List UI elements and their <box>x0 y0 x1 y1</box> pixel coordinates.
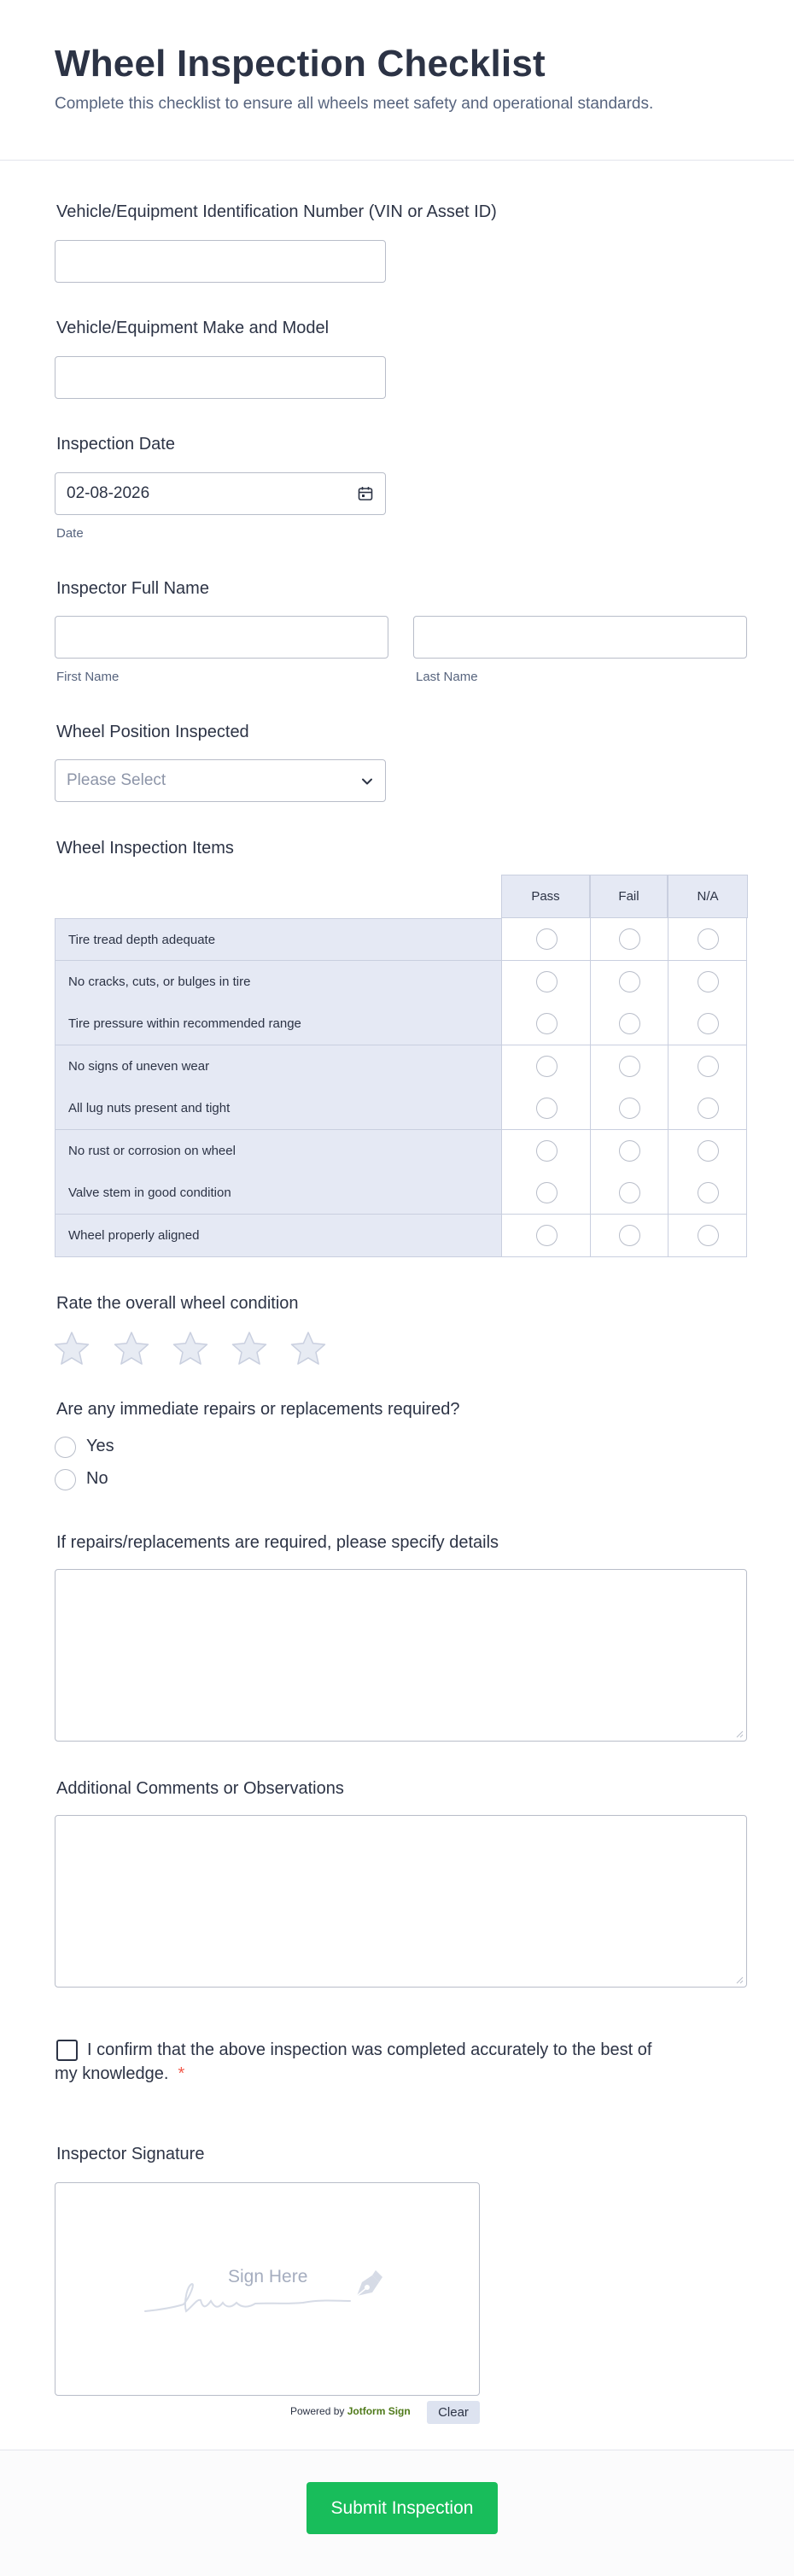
matrix-row-label: Tire pressure within recommended range <box>55 1003 501 1045</box>
matrix-cell <box>668 1003 747 1045</box>
matrix-radio-na[interactable] <box>698 1225 719 1246</box>
matrix-radio-fail[interactable] <box>619 1140 640 1162</box>
matrix-radio-pass[interactable] <box>536 1013 558 1034</box>
pen-nib-icon <box>350 2265 388 2303</box>
resize-handle-icon[interactable] <box>735 1730 744 1738</box>
confirmation-label[interactable]: I confirm that the above inspection was completed accurately to the best of my knowledge. <box>55 2040 652 2083</box>
vin-label: Vehicle/Equipment Identification Number (VIN or Asset ID) <box>56 202 497 221</box>
chevron-down-icon <box>359 774 375 789</box>
signature-pad[interactable] <box>55 2182 480 2396</box>
matrix-cell <box>501 1130 590 1173</box>
make-model-label: Vehicle/Equipment Make and Model <box>56 319 330 337</box>
wheel-position-label: Wheel Position Inspected <box>56 723 249 741</box>
form-header <box>0 0 794 161</box>
repairs-required-label: Are any immediate repairs or replacements required? <box>56 1400 460 1419</box>
matrix-cell <box>590 1087 668 1130</box>
matrix-cell <box>501 1003 590 1045</box>
matrix-column-header: N/A <box>668 875 748 918</box>
wheel-position-select[interactable] <box>55 759 386 802</box>
signature-label: Inspector Signature <box>56 2145 205 2163</box>
matrix-cell <box>590 918 668 961</box>
matrix-cell <box>501 1215 590 1257</box>
matrix-cell <box>590 1003 668 1045</box>
matrix-radio-pass[interactable] <box>536 1098 558 1119</box>
matrix-cell <box>590 961 668 1004</box>
matrix-row-label: No cracks, cuts, or bulges in tire <box>55 961 501 1004</box>
powered-by-brand[interactable]: Jotform Sign <box>347 2405 411 2417</box>
matrix-row-label: Wheel properly aligned <box>55 1215 501 1257</box>
matrix-radio-fail[interactable] <box>619 1098 640 1119</box>
matrix-cell <box>668 961 747 1004</box>
repairs-yes-radio[interactable] <box>55 1437 76 1458</box>
repair-details-textarea[interactable] <box>55 1569 747 1742</box>
matrix-row-label: Tire tread depth adequate <box>55 918 501 961</box>
make-model-input[interactable] <box>55 356 386 399</box>
matrix-radio-na[interactable] <box>698 1013 719 1034</box>
vin-input[interactable] <box>55 240 386 283</box>
matrix-radio-fail[interactable] <box>619 928 640 950</box>
matrix-radio-fail[interactable] <box>619 1225 640 1246</box>
matrix-radio-pass[interactable] <box>536 928 558 950</box>
page-subtitle: Complete this checklist to ensure all wheels meet safety and operational standards. <box>55 95 654 113</box>
matrix-radio-fail[interactable] <box>619 1056 640 1077</box>
matrix-cell <box>668 1045 747 1088</box>
star-icon[interactable] <box>289 1330 327 1367</box>
matrix-cell <box>501 1087 590 1130</box>
inspection-date-label: Inspection Date <box>56 435 175 454</box>
first-name-input[interactable] <box>55 616 388 659</box>
matrix-radio-fail[interactable] <box>619 1182 640 1203</box>
matrix-radio-pass[interactable] <box>536 1140 558 1162</box>
matrix-cell <box>501 1172 590 1215</box>
powered-by-text <box>290 2405 411 2417</box>
last-name-input[interactable] <box>413 616 747 659</box>
matrix-cell <box>590 1045 668 1088</box>
matrix-label: Wheel Inspection Items <box>56 839 234 858</box>
matrix-cell <box>668 1087 747 1130</box>
star-icon[interactable] <box>113 1330 150 1367</box>
matrix-radio-fail[interactable] <box>619 1013 640 1034</box>
powered-by-prefix: Powered by <box>290 2405 345 2417</box>
calendar-icon[interactable] <box>357 485 374 502</box>
clear-signature-button[interactable]: Clear <box>427 2401 480 2424</box>
required-mark: * <box>178 2064 185 2083</box>
repairs-no-label[interactable]: No <box>86 1469 108 1488</box>
matrix-cell <box>501 918 590 961</box>
star-icon[interactable] <box>172 1330 209 1367</box>
matrix-cell <box>501 1045 590 1088</box>
matrix-radio-pass[interactable] <box>536 1225 558 1246</box>
comments-label: Additional Comments or Observations <box>56 1779 344 1798</box>
rating-label: Rate the overall wheel condition <box>56 1294 299 1313</box>
matrix-radio-na[interactable] <box>698 1056 719 1077</box>
matrix-column-header: Fail <box>590 875 668 918</box>
matrix-radio-na[interactable] <box>698 1098 719 1119</box>
matrix-row-label: All lug nuts present and tight <box>55 1087 501 1130</box>
matrix-cell <box>668 1172 747 1215</box>
matrix-cell <box>668 1215 747 1257</box>
inspector-name-label: Inspector Full Name <box>56 579 209 598</box>
first-name-sublabel: First Name <box>56 670 120 684</box>
comments-textarea[interactable] <box>55 1815 747 1988</box>
matrix-radio-fail[interactable] <box>619 971 640 992</box>
star-icon[interactable] <box>231 1330 268 1367</box>
confirmation-text <box>55 2038 669 2086</box>
repair-details-label: If repairs/replacements are required, please specify details <box>56 1533 499 1552</box>
matrix-row-label: No signs of uneven wear <box>55 1045 501 1088</box>
sign-here-placeholder: Sign Here <box>228 2267 308 2286</box>
matrix-cell <box>668 918 747 961</box>
last-name-sublabel: Last Name <box>416 670 478 684</box>
matrix-cell <box>590 1130 668 1173</box>
repairs-yes-label[interactable]: Yes <box>86 1437 114 1455</box>
matrix-cell <box>590 1172 668 1215</box>
matrix-row-label: No rust or corrosion on wheel <box>55 1130 501 1173</box>
wheel-position-placeholder: Please Select <box>67 771 166 789</box>
matrix-radio-na[interactable] <box>698 971 719 992</box>
submit-button[interactable]: Submit Inspection <box>307 2482 498 2534</box>
inspection-date-input[interactable] <box>55 472 386 515</box>
confirmation-checkbox[interactable] <box>56 2040 78 2061</box>
star-icon[interactable] <box>53 1330 90 1367</box>
date-sublabel: Date <box>56 526 84 541</box>
repairs-no-radio[interactable] <box>55 1469 76 1490</box>
inspection-date-value: 02-08-2026 <box>67 484 150 502</box>
matrix-column-header: Pass <box>501 875 590 918</box>
signature-scribble-icon <box>55 2183 481 2397</box>
matrix-radio-pass[interactable] <box>536 1182 558 1203</box>
matrix-cell <box>590 1215 668 1257</box>
matrix-radio-na[interactable] <box>698 1140 719 1162</box>
resize-handle-icon[interactable] <box>735 1976 744 1984</box>
page-title: Wheel Inspection Checklist <box>55 43 546 85</box>
matrix-cell <box>501 961 590 1004</box>
matrix-row-label: Valve stem in good condition <box>55 1172 501 1215</box>
matrix-radio-na[interactable] <box>698 928 719 950</box>
matrix-radio-pass[interactable] <box>536 1056 558 1077</box>
matrix-cell <box>668 1130 747 1173</box>
matrix-radio-pass[interactable] <box>536 971 558 992</box>
matrix-radio-na[interactable] <box>698 1182 719 1203</box>
